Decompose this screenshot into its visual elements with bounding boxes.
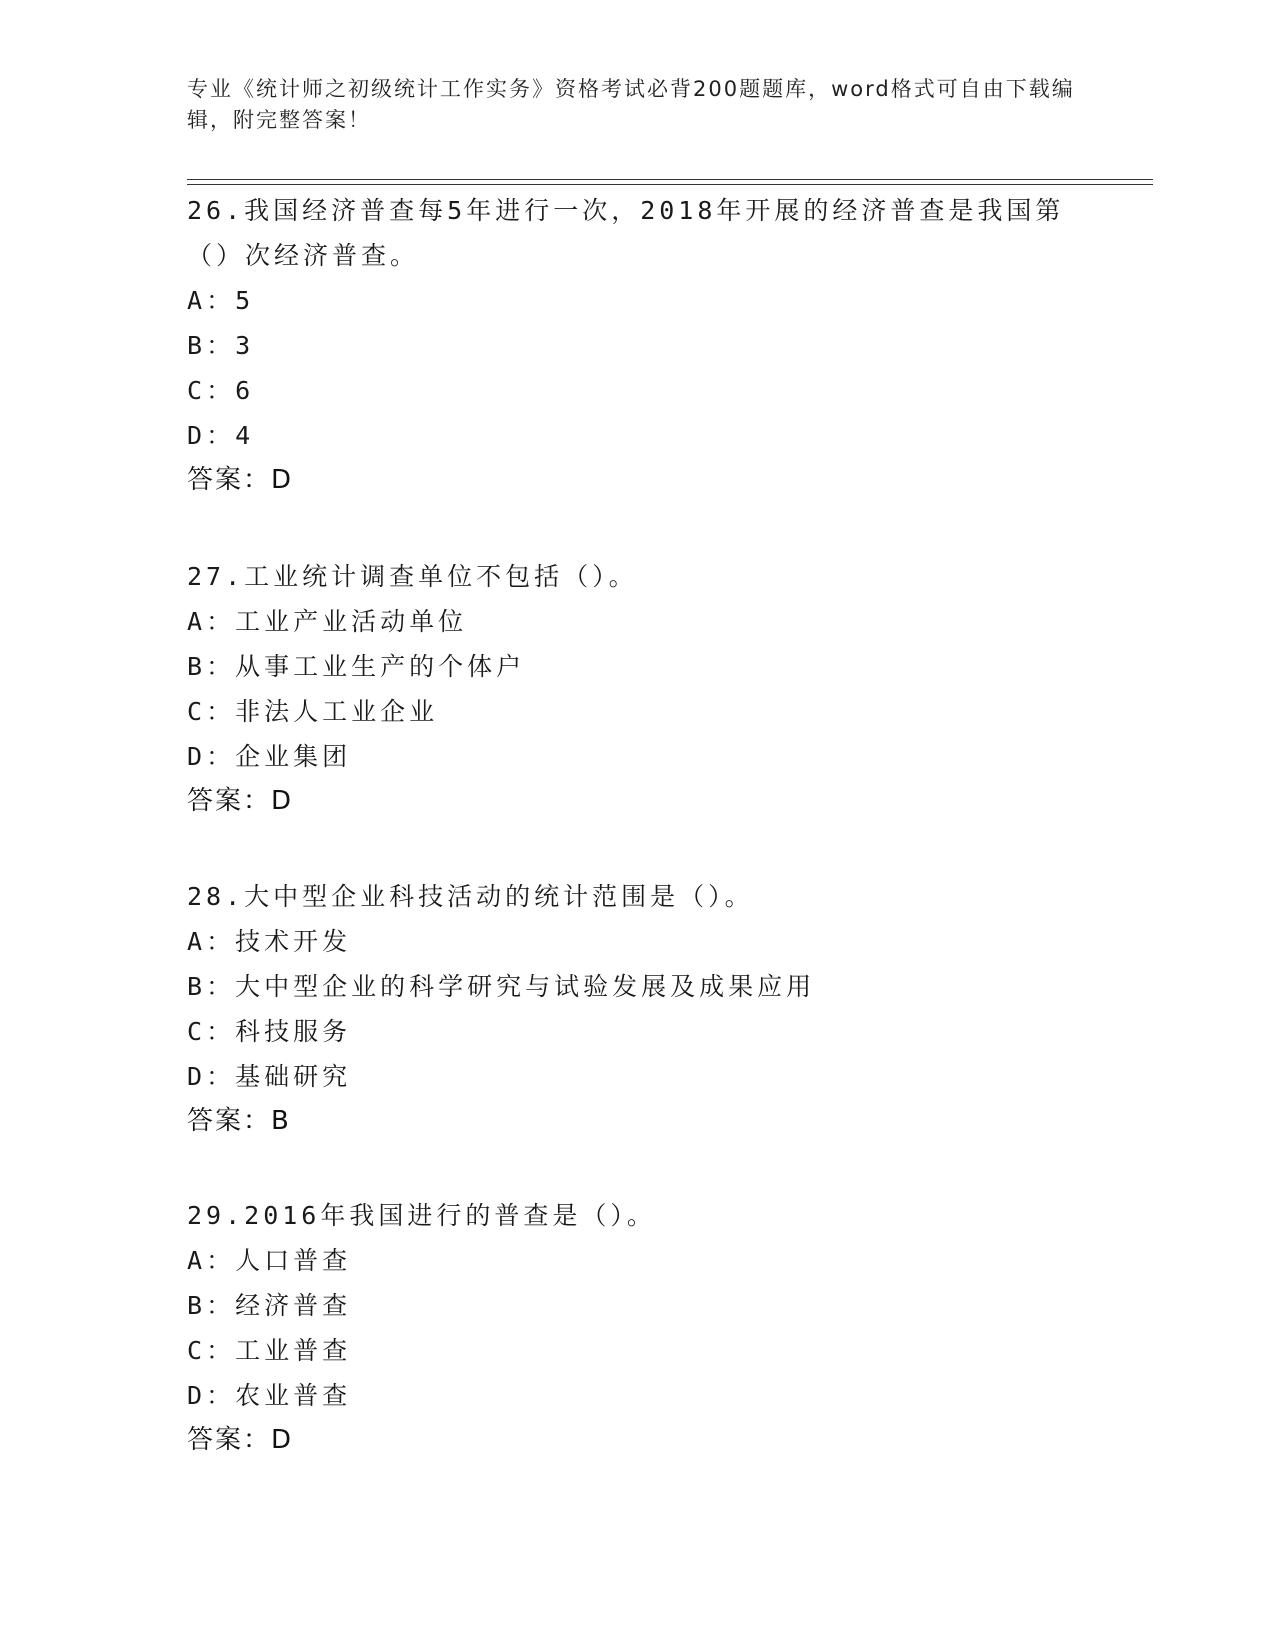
document-header: 专业《统计师之初级统计工作实务》资格考试必背200题题库，word格式可自由下载编辑，附完整答案！ xyxy=(187,77,1075,132)
option-a xyxy=(187,1238,1087,1283)
option-separator: ： xyxy=(206,421,236,450)
option-text: 从事工业生产的个体户 xyxy=(235,652,526,681)
option-a xyxy=(187,278,1087,323)
option-key: B xyxy=(187,652,207,681)
option-separator: ： xyxy=(206,1017,236,1046)
answer: 答案：D xyxy=(187,1425,294,1455)
option-key: D xyxy=(187,1062,207,1091)
option-key: C xyxy=(187,1336,207,1365)
answer: 答案：D xyxy=(187,465,294,495)
option-separator: ： xyxy=(206,652,236,681)
option-key: A xyxy=(187,607,207,636)
option-text: 工业产业活动单位 xyxy=(235,607,468,636)
option-separator: ： xyxy=(206,286,236,315)
option-key: C xyxy=(187,1017,207,1046)
option-text: 5 xyxy=(235,286,255,315)
option-b xyxy=(187,1283,1087,1328)
option-separator: ： xyxy=(206,697,236,726)
option-key: B xyxy=(187,331,207,360)
option-separator: ： xyxy=(206,1246,236,1275)
option-text: 大中型企业的科学研究与试验发展及成果应用 xyxy=(235,972,816,1001)
option-separator: ： xyxy=(206,607,236,636)
option-d xyxy=(187,413,1087,458)
question-29 xyxy=(187,1193,1087,1463)
header-divider-bottom xyxy=(187,184,1153,185)
header-divider-top xyxy=(187,179,1153,180)
option-separator: ： xyxy=(206,927,236,956)
option-separator: ： xyxy=(206,376,236,405)
option-text: 工业普查 xyxy=(235,1336,352,1365)
option-separator: ： xyxy=(206,331,236,360)
option-key: D xyxy=(187,742,207,771)
option-text: 农业普查 xyxy=(235,1381,352,1410)
option-a xyxy=(187,919,1087,964)
option-key: A xyxy=(187,927,207,956)
question-stem: 28.大中型企业科技活动的统计范围是（）。 xyxy=(187,882,754,911)
option-text: 6 xyxy=(235,376,255,405)
option-key: D xyxy=(187,421,207,450)
option-key: C xyxy=(187,376,207,405)
question-27 xyxy=(187,554,1087,824)
question-stem: 26.我国经济普查每5年进行一次，2018年开展的经济普查是我国第（）次经济普查。 xyxy=(187,196,1065,270)
question-stem: 27.工业统计调查单位不包括（）。 xyxy=(187,562,638,591)
question-stem: 29.2016年我国进行的普查是（）。 xyxy=(187,1201,656,1230)
option-key: A xyxy=(187,286,207,315)
option-separator: ： xyxy=(206,1336,236,1365)
option-separator: ： xyxy=(206,1381,236,1410)
option-c xyxy=(187,1009,1087,1054)
option-b xyxy=(187,323,1087,368)
answer: 答案：D xyxy=(187,786,294,816)
option-key: B xyxy=(187,972,207,1001)
option-a xyxy=(187,599,1087,644)
option-key: A xyxy=(187,1246,207,1275)
option-text: 3 xyxy=(235,331,255,360)
option-key: D xyxy=(187,1381,207,1410)
option-c xyxy=(187,368,1087,413)
option-separator: ： xyxy=(206,972,236,1001)
option-text: 经济普查 xyxy=(235,1291,352,1320)
option-b xyxy=(187,964,1087,1009)
option-d xyxy=(187,1373,1087,1418)
option-separator: ： xyxy=(206,1062,236,1091)
option-b xyxy=(187,644,1087,689)
option-separator: ： xyxy=(206,1291,236,1320)
answer: 答案：B xyxy=(187,1106,291,1136)
option-text: 基础研究 xyxy=(235,1062,352,1091)
question-26 xyxy=(187,188,1087,503)
option-key: C xyxy=(187,697,207,726)
question-28 xyxy=(187,874,1087,1144)
option-text: 技术开发 xyxy=(235,927,352,956)
option-text: 4 xyxy=(235,421,255,450)
option-key: B xyxy=(187,1291,207,1320)
option-text: 科技服务 xyxy=(235,1017,352,1046)
option-c xyxy=(187,1328,1087,1373)
option-c xyxy=(187,689,1087,734)
option-separator: ： xyxy=(206,742,236,771)
option-text: 非法人工业企业 xyxy=(235,697,439,726)
option-text: 企业集团 xyxy=(235,742,352,771)
option-text: 人口普查 xyxy=(235,1246,352,1275)
option-d xyxy=(187,1054,1087,1099)
option-d xyxy=(187,734,1087,779)
